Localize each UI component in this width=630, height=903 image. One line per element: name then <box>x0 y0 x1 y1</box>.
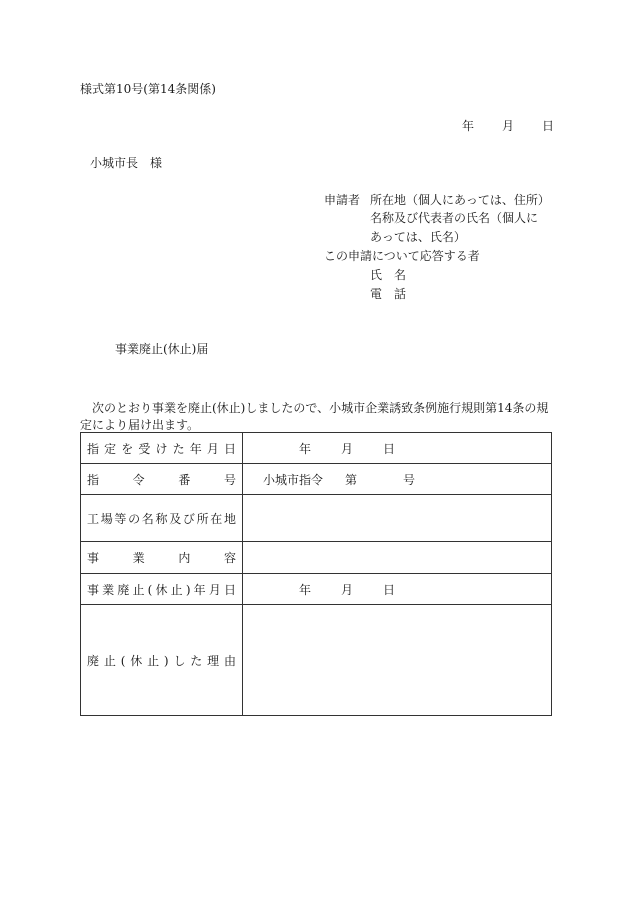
date-month-label: 月 <box>502 119 515 133</box>
date-day-label: 日 <box>542 119 555 133</box>
table-row <box>81 605 552 716</box>
applicant-line-1: 所在地（個人にあっては、住所） <box>370 193 550 207</box>
table-row <box>81 464 552 495</box>
submission-date <box>462 120 554 132</box>
body-text: 次のとおり事業を廃止(休止)しましたので、小城市企業誘致条例施行規則第14条の規定により届け出ます。 <box>80 401 549 432</box>
order-number-label: 指令番号 <box>81 464 243 495</box>
table-row <box>81 574 552 605</box>
business-content-value[interactable] <box>243 542 552 574</box>
designated-date-label: 指定を受けた年月日 <box>81 433 243 464</box>
document-title: 事業廃止(休止)届 <box>115 342 209 356</box>
applicant-line-2: 名称及び代表者の氏名（個人に <box>370 211 539 225</box>
closure-reason-label: 廃止(休止)した理由 <box>81 605 243 716</box>
closure-reason-value[interactable] <box>243 605 552 716</box>
applicant-label: 申請者 <box>324 193 361 207</box>
factory-name-label: 工場等の名称及び所在地 <box>81 495 243 542</box>
responder-phone-label: 電 話 <box>370 287 407 301</box>
form-number: 様式第10号(第14条関係) <box>80 82 216 96</box>
responder-name-label: 氏 名 <box>370 268 407 282</box>
closure-date-value[interactable]: 年 月 日 <box>243 574 552 605</box>
table-row <box>81 542 552 574</box>
addressee: 小城市長 様 <box>90 156 163 170</box>
factory-name-value[interactable] <box>243 495 552 542</box>
table-row <box>81 495 552 542</box>
closure-date-label: 事業廃止(休止)年月日 <box>81 574 243 605</box>
applicant-line-3: あっては、氏名） <box>370 230 466 244</box>
designated-date-value[interactable]: 年 月 日 <box>243 433 552 464</box>
date-year-label: 年 <box>462 119 475 133</box>
responder-label: この申請について応答する者 <box>324 249 480 263</box>
business-content-label: 事業内容 <box>81 542 243 574</box>
order-number-value[interactable]: 小城市指令 第 号 <box>243 464 552 495</box>
form-table <box>80 432 552 716</box>
table-row <box>81 433 552 464</box>
